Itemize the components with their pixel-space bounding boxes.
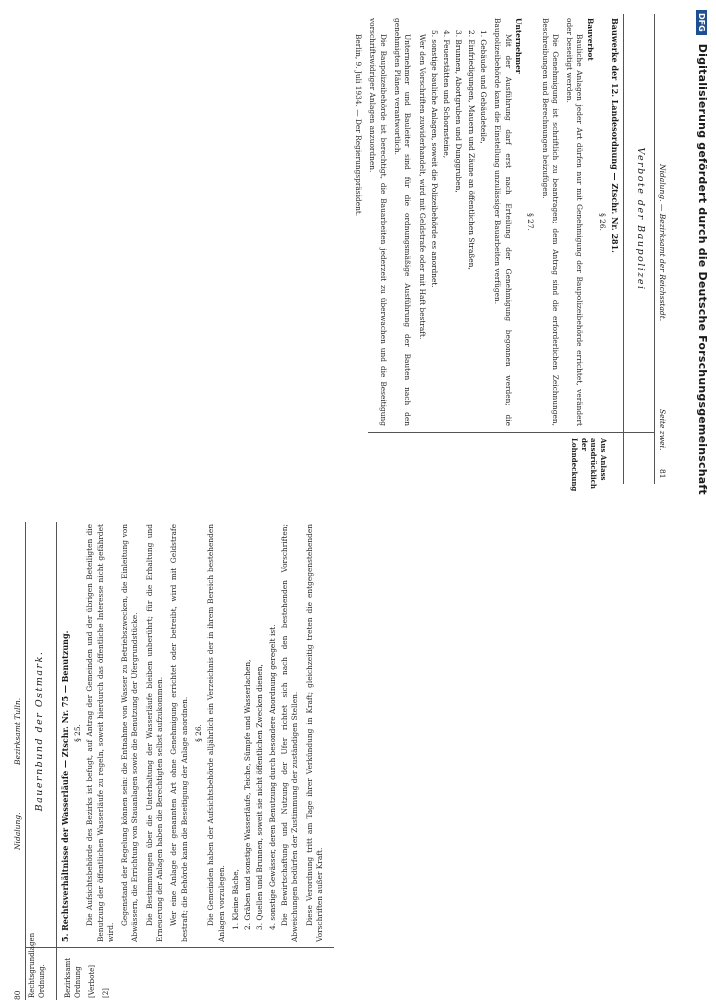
left-list	[231, 524, 278, 942]
left-margin-note-2: [Verbote]	[88, 964, 96, 998]
right-running-head	[654, 14, 668, 484]
right-column-head: Verbote der Baupolizei	[635, 147, 646, 291]
right-running-head-left: Nidalung. — Bezirksamt der Reichsstadt.	[658, 164, 667, 322]
right-closing: Berlin, 9. Juli 1934. — Der Regierungspräsident.	[354, 34, 364, 217]
dfg-logo: DFG	[696, 10, 707, 35]
right-paragraph-5: Unternehmer und Bauleiter sind für die ordnungsmäßige Ausführung der Bauten nach den genehmigten Plänen verantwortlich.	[392, 18, 413, 426]
left-section-number: § 25.	[73, 724, 82, 742]
left-margin-col-head: Rechtsgrundlagen Ordnung.	[28, 932, 46, 998]
right-colhead-rule	[623, 14, 624, 484]
left-margin-note-1: Bezirksamt Ordnung	[64, 957, 82, 998]
left-list-item: 2. Gräben und sonstige Wasserläufe, Teiche, Sümpfe und Wasserlachen,	[243, 659, 253, 930]
right-page-number: 81	[658, 469, 667, 479]
right-margin-rule	[368, 432, 655, 433]
left-list-item: 3. Quellen und Brunnen, soweit sie nicht öffentlichen Zwecken dienen,	[255, 664, 265, 930]
left-running-head-right: Bezirksamt Tulln.	[13, 697, 22, 765]
dfg-watermark-text: Digitalisierung gefördert durch die Deutsche Forschungsgemeinschaft	[696, 43, 709, 495]
left-margin-note-3: [2]	[102, 988, 110, 998]
dfg-watermark	[698, 10, 714, 710]
right-side-note: Aus Anlass ausdrücklich der Lohndeckung	[570, 438, 608, 492]
right-page	[354, 14, 668, 492]
right-list-item: 4. Feuerstätten und Schornsteine,	[442, 30, 452, 159]
left-column-head: Bauernbund der Ostmark.	[34, 650, 45, 812]
left-paragraph-2: Gegenstand der Regelung können sein: die Entnahme von Wasser zu Betriebszwecken, die Einleitung von Abwässern, die Errichtung von Stauanlagen sowie die Benutzung der Ufergrundstücke.	[120, 524, 140, 942]
left-running-head-left: Nidalung.	[13, 812, 22, 850]
right-paragraph-6: Die Baupolizeibehörde ist berechtigt, die Bauarbeiten jederzeit zu überwachen und die Beseitigung vorschriftswidriger Anlagen anzuordnen.	[368, 18, 388, 426]
left-paragraph-5: Die Gemeinden haben der Aufsichtsbehörde alljährlich ein Verzeichnis der in ihrem Bereich bestehenden Anlagen vorzulegen.	[206, 524, 226, 942]
right-sub-section: § 27.	[526, 213, 536, 231]
left-head-rule	[25, 522, 26, 1000]
right-paragraph-3: Mit der Ausführung darf erst nach Erteilung der Genehmigung begonnen werden; die Baupolizeibehörde kann die Einstellung unzulässiger Bauarbeiten verfügen.	[493, 18, 513, 426]
right-paragraph-4: Wer den Vorschriften zuwiderhandelt, wird mit Geldstrafe oder mit Haft bestraft.	[417, 34, 427, 340]
left-list-item: 1. Kleine Bäche,	[230, 869, 240, 930]
right-section-title: Bauwerke der 12. Landesordnung — Ztschr. Nr. 281.	[610, 18, 620, 253]
left-page	[12, 522, 334, 1000]
left-paragraph-3: Die Bestimmungen über die Unterhaltung der Wasserläufe bleiben unberührt; für die Erhaltung und Erneuerung der Anlagen haben die Berechtigten selbst aufzukommen.	[144, 524, 165, 942]
left-colhead-rule	[56, 522, 57, 1000]
right-list-item: 5. sonstige bauliche Anlagen, soweit die Polizeibehörde es anordnet.	[429, 30, 439, 288]
left-paragraph-1: Die Aufsichtsbehörde des Bezirks ist befugt, auf Antrag der Gemeinden und der übrigen Beteiligten die Benutzung der öffentlichen Wasserläufe zu regeln, soweit hierdurch das öffentliche Interesse nicht gefährdet wird.	[85, 524, 115, 942]
right-margin-label-2: Unternehmer	[513, 18, 523, 74]
right-list-item: 2. Einfriedigungen, Mauern und Zäune an öffentlichen Straßen,	[466, 30, 476, 270]
right-paragraph-2: Die Genehmigung ist schriftlich zu beantragen; dem Antrag sind die erforderlichen Zeichnungen, Beschreibungen und Berechnungen beizufügen.	[540, 18, 560, 426]
right-list-item: 3. Brunnen, Abortgruben und Dunggruben,	[454, 30, 464, 193]
left-section-title: 5. Rechtsverhältnisse der Wasserläufe — Ztschr. Nr. 75 — Benutzung.	[60, 630, 70, 942]
left-page-number: 80	[13, 990, 22, 1000]
left-body	[60, 524, 332, 942]
left-paragraph-6: Die Bewirtschaftung und Nutzung der Ufer richtet sich nach den bestehenden Vorschriften; Abweichungen bedürfen der Zustimmung der zuständigen Stellen.	[280, 524, 300, 942]
left-running-head	[12, 522, 26, 1000]
right-running-head-right: Seite zwei.	[658, 409, 667, 451]
left-paragraph-4: Wer eine Anlage der genannten Art ohne Genehmigung errichtet oder betreibt, wird mit Geldstrafe bestraft; die Behörde kann die Beseitigung der Anlage anordnen.	[169, 524, 189, 942]
left-margin-rule	[25, 947, 334, 948]
left-sub-section: § 26.	[193, 724, 203, 742]
right-margin-label-1: Bauverbot	[585, 18, 595, 61]
right-list-item: 1. Gebäude und Gebäudeteile,	[479, 30, 489, 144]
right-head-rule	[654, 14, 655, 484]
right-paragraph-1: Bauliche Anlagen jeder Art dürfen nur mit Genehmigung der Baupolizeibehörde errichtet, verändert oder beseitigt werden.	[565, 18, 585, 426]
left-closing: Diese Verordnung tritt am Tage ihrer Verkündung in Kraft; gleichzeitig treten die entgegenstehenden Vorschriften außer Kraft.	[304, 524, 324, 942]
left-list-item: 4. sonstige Gewässer, deren Benutzung durch besondere Anordnung geregelt ist.	[267, 624, 277, 930]
right-section-number: § 26.	[598, 213, 607, 231]
right-body	[354, 18, 620, 426]
right-list	[429, 18, 488, 426]
